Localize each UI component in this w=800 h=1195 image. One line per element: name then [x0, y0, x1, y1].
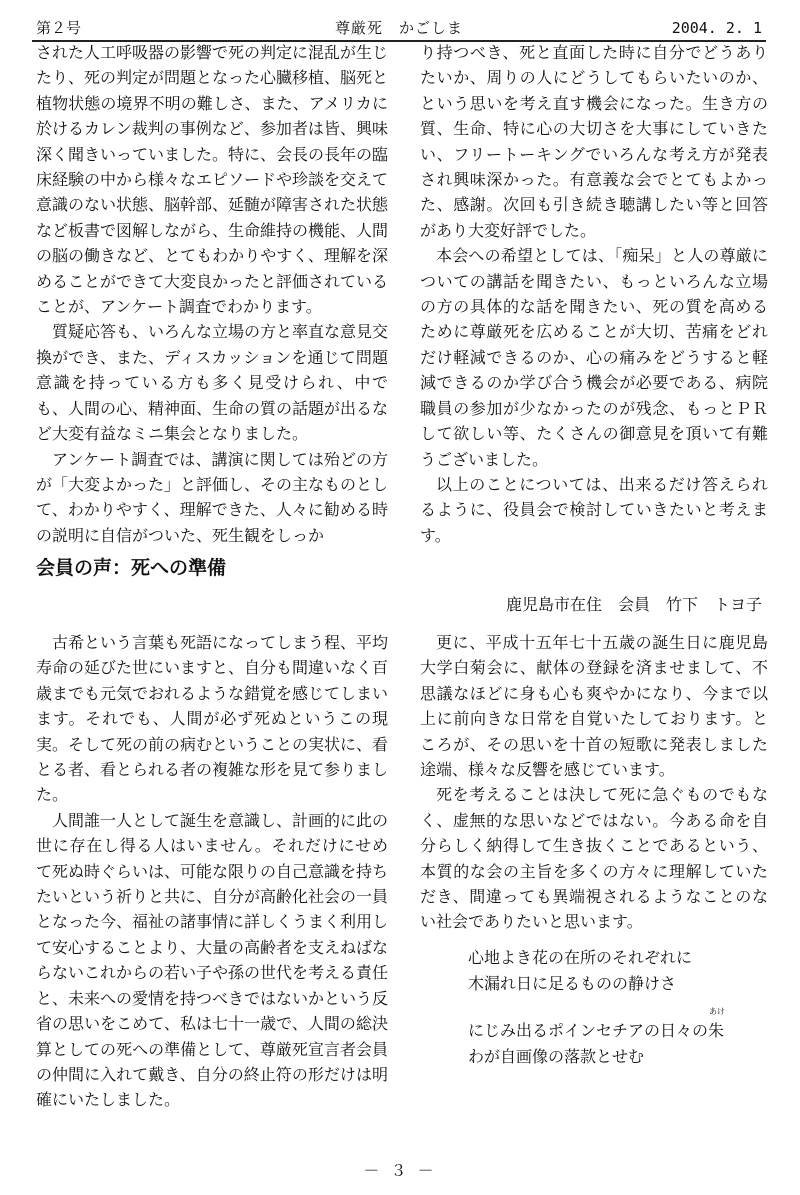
poem-line: 木漏れ日に足るものの静けさ	[468, 974, 677, 993]
tanka-poem-2	[468, 1007, 726, 1070]
issue-number: 第２号	[36, 19, 82, 37]
ruby-character	[708, 1007, 726, 1044]
poem-line: わが自画像の落款とせむ	[468, 1047, 645, 1066]
tanka-poem-1	[468, 945, 692, 997]
issue-date: 2004. 2. 1	[671, 19, 762, 37]
newsletter-title: 尊厳死 かごしま	[334, 19, 463, 37]
poem-line-text: にじみ出るポインセチアの日々の	[468, 1021, 709, 1040]
essay-left-column	[36, 630, 388, 1113]
author-line: 鹿児島市在住 会員 竹下 トヨ子	[505, 595, 762, 614]
ruby-reading: あけ	[709, 1007, 726, 1016]
poem-line: 心地よき花の在所のそれぞれに	[468, 948, 693, 967]
report-right-column	[420, 40, 768, 548]
paragraph: 質疑応答も、いろんな立場の方と率直な意見交換ができ、また、ディスカッションを通じて問題意識を持っている方も多く見受けられ、中でも、人間の心、精神面、生命の質の話題が出るなど大変有益なミニ集会となりました。	[36, 322, 389, 444]
section-title: 会員の声：死への準備	[36, 557, 227, 579]
paragraph: 古希という言葉も死語になってしまう程、平均寿命の延びた世にいますと、自分も間違いなく百歳までも元気でおれるような錯覚を感じてしまいます。それでも、人間が必ず死ぬというこの現実。そして死の前の病むということの実状に、看とる者、看とられる者の複雑な形を見て参りました。	[36, 633, 389, 805]
paragraph: 以上のことについては、出来るだけ答えられるように、役員会で検討していきたいと考えます。	[420, 474, 768, 545]
paragraph: 死を考えることは決して死に急ぐものでもなく、虚無的な思いなどではない。今ある命を自分らしく納得して生き抜くことであるという、本質的な会の主旨を多くの方々に理解していただき、間違っても異端視されるようなことのない社会でありたいと思います。	[420, 785, 768, 932]
paragraph: アンケート調査では、講演に関しては殆どの方が「大変よかった」と評価し、その主なものとして、わかりやすく、理解できた、人々に勧める時の説明に自信がついた、死生観をしっか	[36, 449, 389, 545]
paragraph: 更に、平成十五年七十五歳の誕生日に鹿児島大学白菊会に、献体の登録を済ませまして、不思議なほどに身も心も爽やかになり、今まで以上に前向きな日常を自覚いたしております。ところが、その思いを十首の短歌に発表しました途端、様々な反響を感じています。	[420, 633, 768, 780]
page-number: － ３ －	[363, 1161, 437, 1180]
paragraph: された人工呼吸器の影響で死の判定に混乱が生じたり、死の判定が問題となった心臓移植、脳死と植物状態の境界不明の難しさ、また、アメリカに於けるカレン裁判の事例など、参加者は皆、興味深く聞きいっていました。特に、会長の長年の臨床経験の中から様々なエピソードや珍談を交えて意識のない状態、脳幹部、延髄が障害された状態など板書で図解しながら、生命維持の機能、人間の脳の働きなど、とてもわかりやすく、理解を深めることができて大変良かったと評価されていることが、アンケート調査でわかります。	[36, 43, 389, 317]
page-header	[36, 18, 762, 42]
ruby-base: 朱	[708, 1021, 725, 1040]
paragraph: り持つべき、死と直面した時に自分でどうありたいか、周りの人にどうしてもらいたいのか、という思いを考え直す機会になった。生き方の質、生命、特に心の大切さを大事にしていきたい、フリートーキングでいろんな考え方が発表され興味深かった。有意義な会でとてもよかった、感謝。次回も引き続き聴講したい等と回答があり大変好評でした。	[420, 43, 768, 240]
paragraph: 人間誰一人として誕生を意識し、計画的に此の世に存在し得る人はいません。それだけにせめて死ぬ時ぐらいは、可能な限りの自己意識を持ちたいという祈りと共に、自分が高齢化社会の一員となった今、福祉の諸事情に詳しくうまく利用して安心することより、大量の高齢者を支えねばならないこれからの若い子や孫の世代を考える責任と、未来への愛情を持つべきではないかという反省の思いをこめて、私は七十一歳で、人間の総決算としての死への準備として、尊厳死宣言者会員の仲間に入れて戴き、自分の終止符の形だけは明確にいたしました。	[36, 810, 389, 1110]
paragraph: 本会への希望としては、「痴呆」と人の尊厳についての講話を聞きたい、もっといろんな立場の方の具体的な話を聞きたい、死の質を高めるために尊厳死を広めることが大切、苦痛をどれだけ軽減できるのか、心の痛みをどうすると軽減できるのか学び合う機会が必要である、病院職員の参加が少なかったのが残念、もっとＰＲして欲しい等、たくさんの御意見を頂いて有難うございました。	[420, 246, 768, 469]
report-left-column	[36, 40, 388, 548]
essay-right-column	[420, 630, 768, 935]
poem-line	[468, 1007, 726, 1044]
